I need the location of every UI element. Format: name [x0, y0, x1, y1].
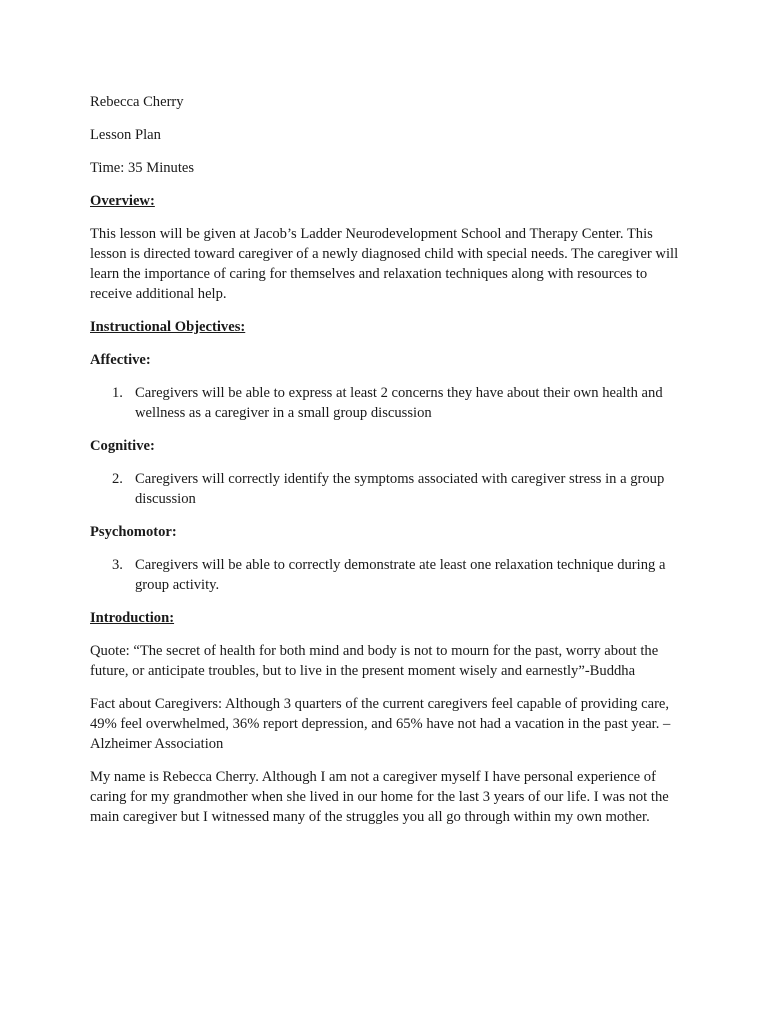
introduction-quote: Quote: “The secret of health for both mind and body is not to mourn for the past, worry about the future, or anticipate troubles, but to live in the present moment wisely and earnestly”-Buddha: [90, 643, 659, 679]
objective-item-2: [90, 469, 690, 509]
introduction-heading: Introduction:: [90, 610, 175, 626]
objective-number: 3.: [112, 557, 123, 573]
objective-number: 1.: [112, 385, 123, 401]
objectives-heading: Instructional Objectives:: [90, 319, 246, 335]
introduction-fact: Fact about Caregivers: Although 3 quarters of the current caregivers feel capable of providing care, 49% feel overwhelmed, 36% report depression, and 65% have not had a vacation in the past year. –Alzheimer Association: [90, 696, 671, 752]
objective-number: 2.: [112, 471, 123, 487]
objective-text: Caregivers will be able to correctly demonstrate ate least one relaxation technique during a group activity.: [135, 557, 666, 593]
cognitive-label: Cognitive:: [90, 438, 155, 454]
objective-text: Caregivers will correctly identify the symptoms associated with caregiver stress in a group discussion: [135, 471, 665, 507]
overview-heading: Overview:: [90, 193, 155, 209]
objective-text: Caregivers will be able to express at least 2 concerns they have about their own health and wellness as a caregiver in a small group discussion: [135, 385, 663, 421]
psychomotor-label: Psychomotor:: [90, 524, 177, 540]
overview-text: This lesson will be given at Jacob’s Ladder Neurodevelopment School and Therapy Center. This lesson is directed toward caregiver of a newly diagnosed child with special needs. The caregiver will learn the importance of caring for themselves and relaxation techniques along with resources to receive additional help.: [90, 226, 679, 302]
objective-item-3: [90, 555, 690, 595]
affective-label: Affective:: [90, 352, 151, 368]
author-name: Rebecca Cherry: [90, 94, 184, 110]
lesson-time: Time: 35 Minutes: [90, 160, 195, 176]
introduction-personal: My name is Rebecca Cherry. Although I am not a caregiver myself I have personal experience of caring for my grandmother when she lived in our home for the last 3 years of our life. I was not the main caregiver but I witnessed many of the struggles you all go through within my own mother.: [90, 769, 669, 825]
objective-item-1: [90, 383, 690, 423]
document-type: Lesson Plan: [90, 127, 161, 143]
document-page: [90, 92, 690, 840]
